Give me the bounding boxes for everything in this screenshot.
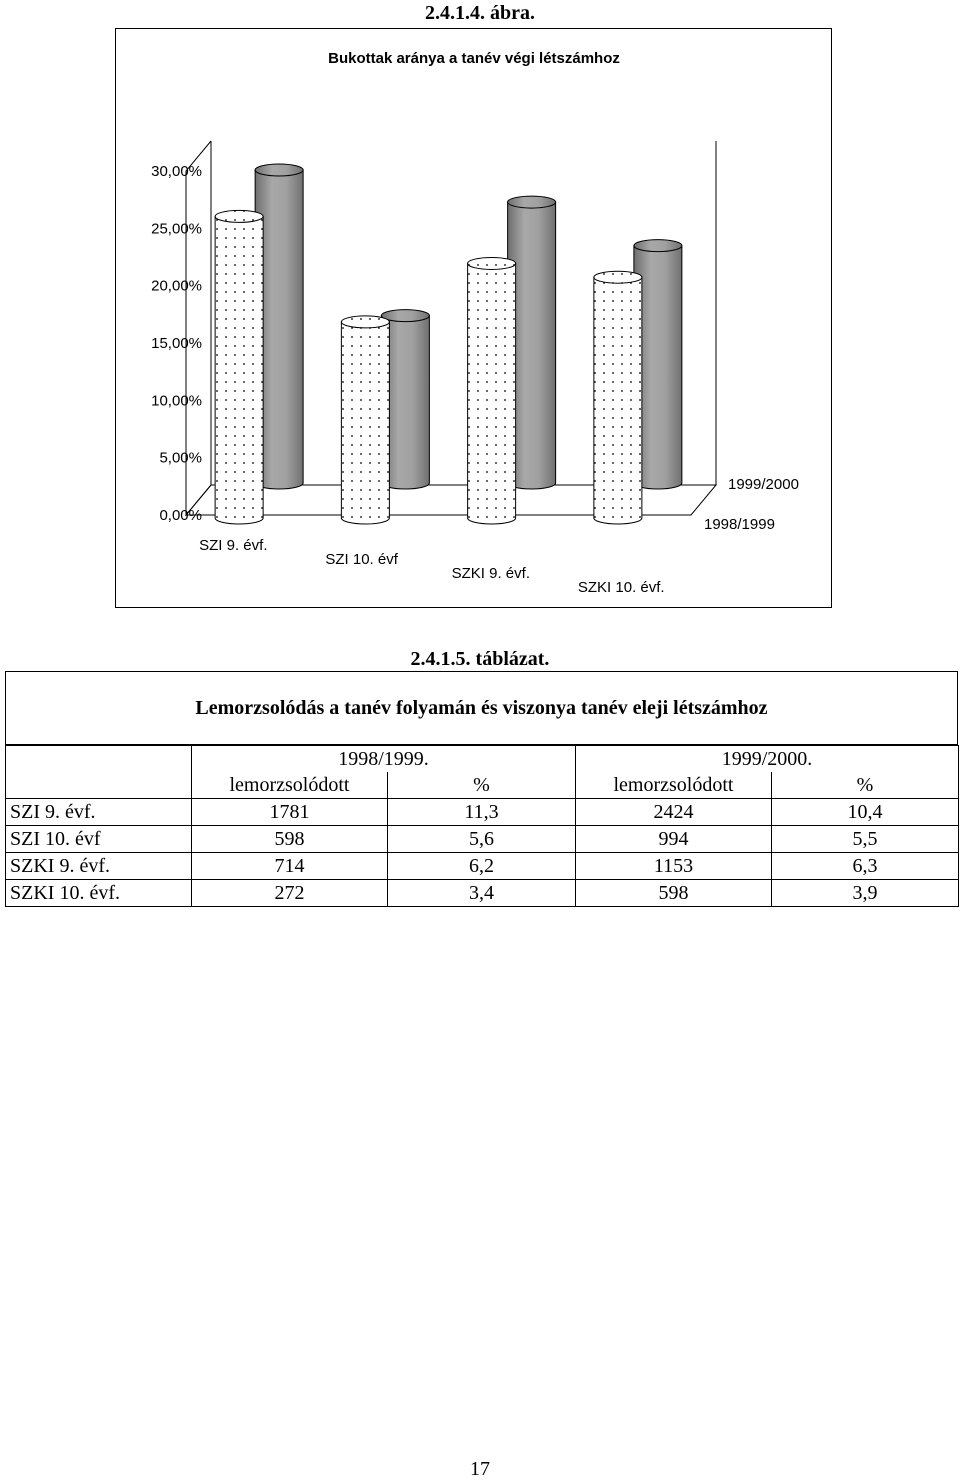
row-label: SZKI 10. évf. xyxy=(6,880,192,907)
table-cell: 11,3 xyxy=(388,799,576,826)
table-cell: 598 xyxy=(576,880,772,907)
category-labels xyxy=(199,537,664,596)
cylinder-front-series xyxy=(468,257,516,524)
cylinder-front-series xyxy=(215,210,263,524)
table-subheader-row xyxy=(6,772,959,799)
year-header: 1999/2000. xyxy=(576,746,959,773)
y-tick-label: 5,00% xyxy=(159,449,202,467)
table-title xyxy=(5,671,958,745)
chart-frame xyxy=(115,28,832,608)
cylinder-front-series xyxy=(594,271,642,524)
table-header-row xyxy=(6,746,959,773)
series-label: 1998/1999 xyxy=(704,516,775,533)
sub-header: % xyxy=(388,772,576,799)
corner-cell xyxy=(6,746,192,773)
category-label: SZKI 9. évf. xyxy=(451,565,530,582)
category-label: SZKI 10. évf. xyxy=(577,579,665,596)
chart-bars xyxy=(215,164,682,524)
table-cell: 2424 xyxy=(576,799,772,826)
dropout-table xyxy=(5,745,959,907)
table-cell: 5,6 xyxy=(388,826,576,853)
y-tick-label: 10,00% xyxy=(151,392,202,410)
table-cell: 598 xyxy=(192,826,388,853)
category-label: SZI 9. évf. xyxy=(199,537,268,554)
table-cell: 10,4 xyxy=(772,799,959,826)
category-label: SZI 10. évf xyxy=(325,551,398,568)
table-title-text: Lemorzsolódás a tanév folyamán és viszonya tanév eleji létszámhoz xyxy=(195,696,768,719)
y-axis-ticks xyxy=(151,163,202,524)
table-cell: 272 xyxy=(192,880,388,907)
table-row xyxy=(6,826,959,853)
cylinder-front-series xyxy=(341,316,389,524)
chart-svg xyxy=(116,29,833,609)
year-header: 1998/1999. xyxy=(192,746,576,773)
series-label: 1999/2000 xyxy=(728,476,799,493)
table-cell: 5,5 xyxy=(772,826,959,853)
table-cell: 1153 xyxy=(576,853,772,880)
y-tick-label: 15,00% xyxy=(151,335,202,352)
table-caption: 2.4.1.5. táblázat. xyxy=(410,648,550,670)
row-label: SZI 10. évf xyxy=(6,826,192,853)
table-row xyxy=(6,799,959,826)
figure-caption: 2.4.1.4. ábra. xyxy=(425,2,535,24)
sub-header: lemorzsolódott xyxy=(192,772,388,799)
table-cell: 6,2 xyxy=(388,853,576,880)
chart-title: Bukottak aránya a tanév végi létszámhoz xyxy=(328,50,620,67)
page-number: 17 xyxy=(470,1458,490,1480)
series-labels xyxy=(704,476,799,533)
sub-header: lemorzsolódott xyxy=(576,772,772,799)
y-tick-label: 30,00% xyxy=(151,163,202,180)
table-row xyxy=(6,853,959,880)
y-tick-label: 20,00% xyxy=(151,277,202,295)
table-cell: 714 xyxy=(192,853,388,880)
y-tick-label: 0,00% xyxy=(159,507,202,524)
table-cell: 3,9 xyxy=(772,880,959,907)
row-label: SZKI 9. évf. xyxy=(6,853,192,880)
table-cell: 1781 xyxy=(192,799,388,826)
y-tick-label: 25,00% xyxy=(151,220,202,238)
sub-header: % xyxy=(772,772,959,799)
table-row xyxy=(6,880,959,907)
row-label: SZI 9. évf. xyxy=(6,799,192,826)
table-cell: 994 xyxy=(576,826,772,853)
corner-cell xyxy=(6,772,192,799)
table-cell: 6,3 xyxy=(772,853,959,880)
table-cell: 3,4 xyxy=(388,880,576,907)
